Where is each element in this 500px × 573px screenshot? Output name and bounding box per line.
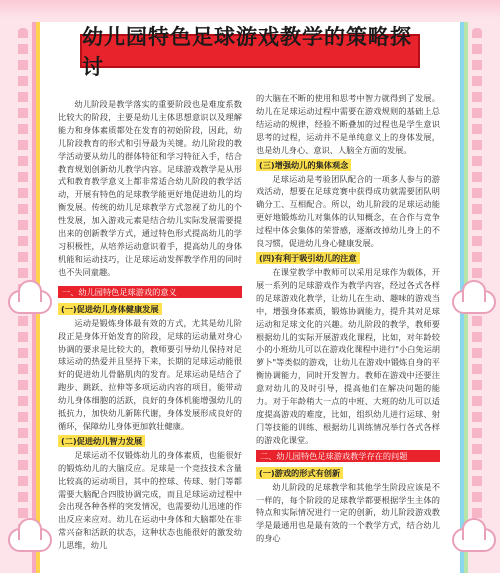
body-paragraph: 运动是锻炼身体最有效的方式，尤其是幼儿阶段正是身体开始发育的阶段，足球的运动量对身心协调的要求是比较大的，教师要引导幼儿保持对足球运动的热爱并且坚持下来，长期的足球运动能很好的促进幼儿骨骼肌肉的发育。足球运动是结合了跑步、跳跃、拉伸等多项运动内容的项目，能带动幼儿身体细胞的活跃，良好的身体机能增强幼儿的抵抗力，加快幼儿新陈代谢，身体发展形成良好的循环，保障幼儿身体更加敦壮健康。	[58, 317, 242, 431]
cloud-icon	[8, 528, 52, 552]
section-heading: 一、幼儿园特色足球游戏的意义	[58, 286, 242, 298]
right-column	[256, 92, 440, 545]
intro-paragraph: 幼儿阶段是教学落实的重要阶段也是难度系数比较大的阶段，主要是幼儿主体思想意识以及理解能力和身体素质都处在发育的初始阶段，因此，幼儿阶段教育的形式和引导最为关键。幼儿阶段的教学活动要从幼儿的群体特征和学习特征入手，结合教育规划创新幼儿教学内容。足球游戏教学是从形式和教育教学意义上都非常适合幼儿阶段的教学活动，开展有特色的足球教学能更好地促进幼儿的均衡发展。传统的幼儿足球教学方式忽视了幼儿的个性发展，加入游戏元素是结合幼儿实际发展需要提出来的创新教学方式，通过特色形式提高幼儿的学习积极性，从培养运动意识着手，提高幼儿的身体机能和运动技巧，让足球运动发挥教学作用的同时也不失同童趣。	[58, 99, 242, 277]
body-paragraph: 足球运动不仅锻炼幼儿的身体素质，也能很好的锻炼幼儿的大脑反应。足球是一个竞技技术含量比较高的运动项目，其中的控球、传球、射门等都需要大脑配合四肢协调完成，而且足球运动过程中会出现各种各样的突发情况，也需要幼儿迅速的作出反应来应对。幼儿在运动中身体和大脑都处在非常兴奋和活跃的状态，这种状态也能很好的激发幼儿思维，幼儿	[58, 449, 242, 551]
body-paragraph: 的大脑在不断的使用和思考中智力就得到了发展。幼儿在足球运动过程中需要在游戏规则的基础上总结运动的规律，经验不断叠加的过程也是学生意识思考的过程，运动并不是单纯意义上的身体发展，也是幼儿身心、意识、人脑全方面的发展。	[256, 93, 440, 155]
body-paragraph: 足球运动是考验团队配合的一项多人参与的游戏活动，想要在足球竞赛中获得成功就需要团队明确分工、互相配合。所以，幼儿阶段的足球运动能更好地锻炼幼儿对集体的认知概念，在合作与竞争过程中体会集体的荣誉感，逐渐改掉幼儿身上的不良习惯，促进幼儿身心健康发展。	[256, 173, 440, 249]
article-title-banner	[80, 25, 420, 79]
section-heading: 二、幼儿园特色足球游戏教学存在的问题	[256, 450, 440, 462]
top-decoration-band	[0, 0, 500, 18]
subsection-heading: (一)促进幼儿身体健康发展	[58, 303, 162, 315]
subsection-heading: (四)有利于吸引幼儿的注意	[256, 252, 360, 264]
cloud-icon	[452, 528, 496, 552]
cloud-icon	[452, 290, 496, 314]
subsection-heading: (三)增强幼儿的集体观念	[256, 159, 351, 171]
body-paragraph: 在课堂教学中教师可以采用足球作为载体，开展一系列的足球游戏作为教学内容，经过各式各样的足球游戏化教学，让幼儿在生动、趣味的游戏当中，增强身体素质，锻炼协调能力，提升其对足球运动和足球文化的兴趣。幼儿阶段的教学，教师要根据幼儿的实际开展游戏化课程，比如，对年龄较小的小班幼儿可以在游戏化课程中进行"小白兔运胡萝卜"等类似的游戏，让幼儿在游戏中锻炼自身的平衡协调能力，同时开发智力。教师在游戏中还要注意对幼儿的及时引导，提高他们在解决问题的能力。对于年龄稍大一点的中班、大班的幼儿可以适度提高游戏的难度，比如，组织幼儿进行运球、射门等技能的训练、根据幼儿训练情况举行各式各样的游戏化课堂。	[256, 266, 440, 445]
subsection-heading: (一)游戏的形式有创新	[256, 467, 343, 479]
body-paragraph: 幼儿阶段的足球教学和其他学生阶段应该是不一样的，每个阶段的足球教学都要根据学生主体的特点和实际情况进行一定的创新，幼儿阶段游戏教学是最通用也是最有效的一个教学方式，结合幼儿的身心	[256, 481, 440, 544]
article-title: 幼儿园特色足球游戏教学的策略探讨	[82, 25, 412, 79]
cloud-icon	[8, 290, 52, 314]
subsection-heading: (二)促进幼儿智力发展	[58, 435, 145, 447]
left-column	[58, 98, 242, 552]
